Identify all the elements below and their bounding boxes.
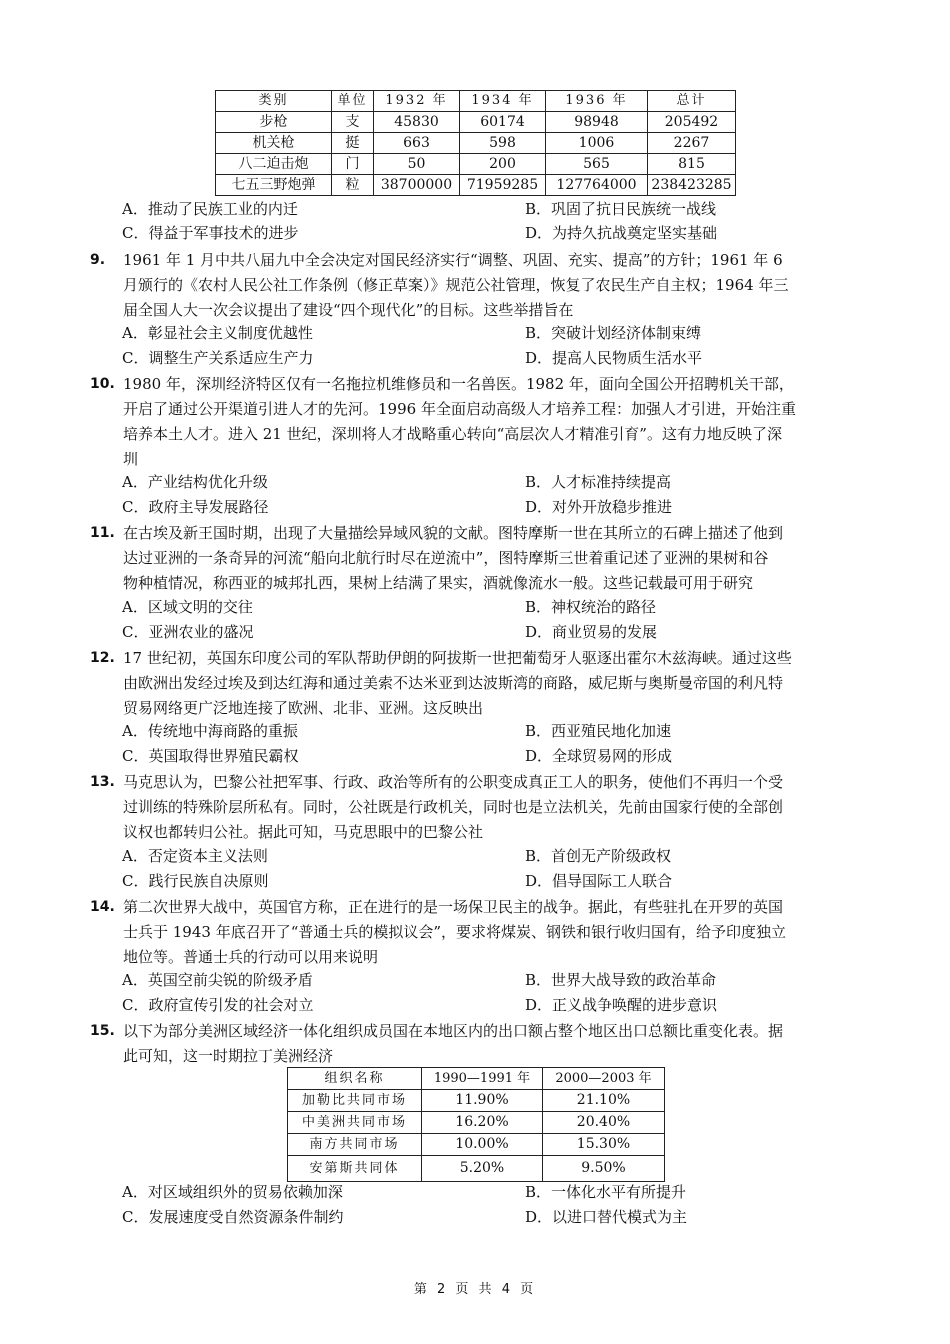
table-cell: 598	[460, 133, 546, 154]
weapons-production-table	[215, 90, 736, 196]
question-number: 13.	[90, 774, 115, 790]
table-cell: 八二迫击炮	[216, 154, 332, 175]
table-cell: 815	[648, 154, 736, 175]
q14-option-d[interactable]: D．正义战争唤醒的进步意识	[525, 996, 718, 1014]
question-stem	[123, 372, 867, 472]
table-header-row	[288, 1068, 665, 1090]
q9-option-d[interactable]: D．提高人民物质生活水平	[525, 349, 703, 367]
q9-option-a[interactable]: A．彰显社会主义制度优越性	[122, 324, 313, 342]
q10-option-b[interactable]: B．人才标准持续提高	[525, 473, 672, 491]
table-row	[288, 1156, 665, 1182]
q15-option-b[interactable]: B．一体化水平有所提升	[525, 1183, 687, 1201]
question-number: 10.	[90, 376, 115, 392]
stem-line: 过训练的特殊阶层所私有。同时，公社既是行政机关，同时也是立法机关，先前由国家行使的全部创	[123, 798, 784, 816]
header-total: 总计	[648, 91, 736, 112]
header-1936: 1936 年	[546, 91, 648, 112]
table-cell: 10.00%	[422, 1134, 543, 1156]
q10-option-c[interactable]: C．政府主导发展路径	[122, 498, 269, 516]
table-cell: 南方共同市场	[288, 1134, 422, 1156]
q15-option-a[interactable]: A．对区域组织外的贸易依赖加深	[122, 1183, 343, 1201]
header-category: 类别	[216, 91, 332, 112]
table-header-row	[216, 91, 736, 112]
table-row	[288, 1112, 665, 1134]
question-stem	[123, 1019, 867, 1069]
q12-option-d[interactable]: D．全球贸易网的形成	[525, 747, 673, 765]
q8-option-c[interactable]: C．得益于军事技术的进步	[122, 224, 299, 242]
table-cell: 98948	[546, 112, 648, 133]
stem-line: 17 世纪初，英国东印度公司的军队帮助伊朗的阿拔斯一世把葡萄牙人驱逐出霍尔木兹海峡。通过这些	[123, 649, 792, 667]
q12-option-a[interactable]: A．传统地中海商路的重振	[122, 722, 298, 740]
stem-line: 开启了通过公开渠道引进人才的先河。1996 年全面启动高级人才培养工程：加强人才引进，开始注重	[123, 400, 796, 418]
table-cell: 20.40%	[543, 1112, 665, 1134]
stem-line: 届全国人大一次会议提出了建设“四个现代化”的目标。这些举措旨在	[123, 301, 574, 319]
table-row	[216, 175, 736, 196]
stem-line: 月颁行的《农村人民公社工作条例（修正草案）》规范公社管理，恢复了农民生产自主权；1964 年三	[123, 276, 789, 294]
table-cell: 粒	[332, 175, 374, 196]
header-organization: 组织名称	[288, 1068, 422, 1090]
question-stem	[123, 646, 867, 721]
table-cell: 支	[332, 112, 374, 133]
q14-option-b[interactable]: B．世界大战导致的政治革命	[525, 971, 717, 989]
q15-option-d[interactable]: D．以进口替代模式为主	[525, 1208, 688, 1226]
stem-line: 以下为部分美洲区域经济一体化组织成员国在本地区内的出口额占整个地区出口总额比重变化表。据	[123, 1022, 784, 1040]
question-number: 15.	[90, 1023, 115, 1039]
q13-option-a[interactable]: A．否定资本主义法则	[122, 847, 268, 865]
header-2000-2003: 2000—2003 年	[543, 1068, 665, 1090]
table-cell: 45830	[374, 112, 460, 133]
table-cell: 中美洲共同市场	[288, 1112, 422, 1134]
stem-line: 1980 年，深圳经济特区仅有一名拖拉机维修员和一名兽医。1982 年，面向全国公开招聘机关干部，	[123, 375, 794, 393]
table-cell: 七五三野炮弹	[216, 175, 332, 196]
q14-option-c[interactable]: C．政府宣传引发的社会对立	[122, 996, 314, 1014]
page-footer: 第 2 页 共 4 页	[413, 1282, 537, 1297]
q14-option-a[interactable]: A．英国空前尖锐的阶级矛盾	[122, 971, 313, 989]
stem-line: 培养本土人才。进入 21 世纪，深圳将人才战略重心转向“高层次人才精准引育”。这有力地反映了深	[123, 425, 782, 443]
question-stem	[123, 248, 867, 323]
q11-option-b[interactable]: B．神权统治的路径	[525, 598, 657, 616]
table-cell: 11.90%	[422, 1090, 543, 1112]
stem-line: 圳	[123, 450, 139, 468]
table-cell: 71959285	[460, 175, 546, 196]
q13-option-d[interactable]: D．倡导国际工人联合	[525, 872, 673, 890]
q10-option-a[interactable]: A．产业结构优化升级	[122, 473, 268, 491]
table-cell: 50	[374, 154, 460, 175]
table-cell: 步枪	[216, 112, 332, 133]
table-row	[288, 1134, 665, 1156]
table-cell: 9.50%	[543, 1156, 665, 1182]
q8-option-b[interactable]: B．巩固了抗日民族统一战线	[525, 200, 717, 218]
question-number: 14.	[90, 899, 115, 915]
stem-line: 此可知，这一时期拉丁美洲经济	[123, 1047, 334, 1065]
question-number: 9.	[90, 252, 106, 268]
stem-line: 达过亚洲的一条奇异的河流“船向北航行时尽在逆流中”，图特摩斯三世着重记述了亚洲的果树和谷	[123, 549, 769, 567]
header-unit: 单位	[332, 91, 374, 112]
table-cell: 门	[332, 154, 374, 175]
table-cell: 15.30%	[543, 1134, 665, 1156]
q12-option-b[interactable]: B．西亚殖民地化加速	[525, 722, 672, 740]
table-cell: 加勒比共同市场	[288, 1090, 422, 1112]
table-cell: 565	[546, 154, 648, 175]
table-row	[216, 112, 736, 133]
question-stem	[123, 521, 867, 596]
stem-line: 地位等。普通士兵的行动可以用来说明	[123, 948, 379, 966]
table-cell: 60174	[460, 112, 546, 133]
header-1934: 1934 年	[460, 91, 546, 112]
q8-option-d[interactable]: D．为持久抗战奠定坚实基础	[525, 224, 718, 242]
q10-option-d[interactable]: D．对外开放稳步推进	[525, 498, 673, 516]
table-cell: 238423285	[648, 175, 736, 196]
stem-line: 士兵于 1943 年底召开了“普通士兵的模拟议会”，要求将煤炭、钢铁和银行收归国有，给予印度独立	[123, 923, 787, 941]
q8-option-a[interactable]: A．推动了民族工业的内迁	[122, 200, 298, 218]
table-cell: 21.10%	[543, 1090, 665, 1112]
q11-option-d[interactable]: D．商业贸易的发展	[525, 623, 658, 641]
question-number: 12.	[90, 650, 115, 666]
stem-line: 贸易网络更广泛地连接了欧洲、北非、亚洲。这反映出	[123, 699, 484, 717]
table-row	[216, 133, 736, 154]
question-number: 11.	[90, 525, 115, 541]
table-cell: 200	[460, 154, 546, 175]
header-1932: 1932 年	[374, 91, 460, 112]
table-cell: 机关枪	[216, 133, 332, 154]
table-cell: 安第斯共同体	[288, 1156, 422, 1182]
question-stem	[123, 770, 867, 845]
q11-option-c[interactable]: C．亚洲农业的盛况	[122, 623, 254, 641]
q12-option-c[interactable]: C．英国取得世界殖民霸权	[122, 747, 299, 765]
header-1990-1991: 1990—1991 年	[422, 1068, 543, 1090]
stem-line: 物种植情况，称西亚的城邦扎西，果树上结满了果实，酒就像流水一般。这些记载最可用于研究	[123, 574, 754, 592]
table-row	[288, 1090, 665, 1112]
stem-line: 马克思认为，巴黎公社把军事、行政、政治等所有的公职变成真正工人的职务，使他们不再归一个受	[123, 773, 784, 791]
table-cell: 1006	[546, 133, 648, 154]
stem-line: 1961 年 1 月中共八届九中全会决定对国民经济实行“调整、巩固、充实、提高”的方针；1961 年 6	[123, 251, 783, 269]
regional-export-share-table	[287, 1067, 665, 1182]
stem-line: 在古埃及新王国时期，出现了大量描绘异域风貌的文献。图特摩斯一世在其所立的石碑上描述了他到	[123, 524, 784, 542]
table-cell: 127764000	[546, 175, 648, 196]
question-stem	[123, 895, 867, 970]
q11-option-a[interactable]: A．区域文明的交往	[122, 598, 253, 616]
q13-option-c[interactable]: C．践行民族自决原则	[122, 872, 269, 890]
stem-line: 议权也都转归公社。据此可知，马克思眼中的巴黎公社	[123, 823, 484, 841]
table-cell: 16.20%	[422, 1112, 543, 1134]
q13-option-b[interactable]: B．首创无产阶级政权	[525, 847, 672, 865]
table-cell: 663	[374, 133, 460, 154]
stem-line: 第二次世界大战中，英国官方称，正在进行的是一场保卫民主的战争。据此，有些驻扎在开罗的英国	[123, 898, 784, 916]
table-cell: 5.20%	[422, 1156, 543, 1182]
q9-option-b[interactable]: B．突破计划经济体制束缚	[525, 324, 702, 342]
stem-line: 由欧洲出发经过埃及到达红海和通过美索不达米亚到达波斯湾的商路，威尼斯与奥斯曼帝国的利凡特	[123, 674, 784, 692]
table-cell: 挺	[332, 133, 374, 154]
q15-option-c[interactable]: C．发展速度受自然资源条件制约	[122, 1208, 344, 1226]
table-cell: 2267	[648, 133, 736, 154]
table-cell: 205492	[648, 112, 736, 133]
table-row	[216, 154, 736, 175]
q9-option-c[interactable]: C．调整生产关系适应生产力	[122, 349, 314, 367]
table-cell: 38700000	[374, 175, 460, 196]
